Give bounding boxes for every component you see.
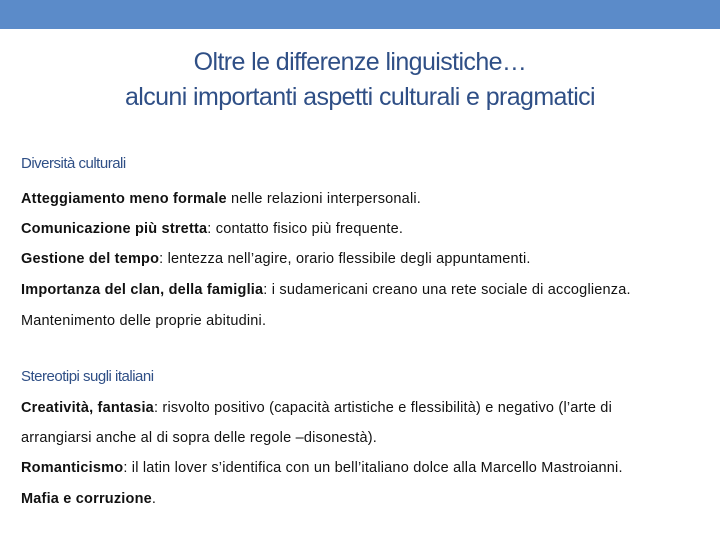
list-item-text: . [151,491,157,507]
list-item [21,221,403,237]
list-item-text: arrangiarsi anche al di sopra delle regole –disonestà). [21,430,377,446]
title-line-1: Oltre le differenze linguistiche… [193,48,527,76]
list-item-bold: Romanticismo [21,460,124,476]
list-item-text: : il latin lover s’identifica con un bell’italiano dolce alla Marcello Mastroianni. [123,460,623,476]
list-item-bold: Comunicazione più stretta [21,221,208,237]
list-item-text: : lentezza nell’agire, orario flessibile degli appuntamenti. [159,251,531,267]
list-item [21,400,612,416]
slide-title [0,45,720,115]
list-item-bold: Mafia e corruzione [21,491,152,507]
list-item-text: : risvolto positivo (capacità artistiche e flessibilità) e negativo (l’arte di [153,400,612,416]
list-item-bold: Importanza del clan, della famiglia [21,282,264,298]
list-item [21,191,421,207]
list-item-text: nelle relazioni interpersonali. [226,191,422,207]
list-item-bold: Gestione del tempo [21,251,160,267]
top-accent-bar [0,0,720,29]
title-line-2: alcuni importanti aspetti culturali e pragmatici [124,83,596,111]
list-item-text: : i sudamericani creano una rete sociale di accoglienza. [263,282,631,298]
list-item-text: Mantenimento delle proprie abitudini. [21,313,267,329]
list-item-bold: Atteggiamento meno formale [21,191,227,207]
list-item [21,313,266,329]
list-item [21,282,631,298]
list-item [21,460,623,476]
list-item [21,430,377,446]
list-item [21,251,531,267]
list-item-text: : contatto fisico più frequente. [207,221,404,237]
section-heading-cultural-diversity: Diversità culturali [21,155,126,172]
list-item-bold: Creatività, fantasia [21,400,154,416]
list-item [21,491,156,507]
section-heading-italian-stereotypes: Stereotipi sugli italiani [21,368,154,385]
